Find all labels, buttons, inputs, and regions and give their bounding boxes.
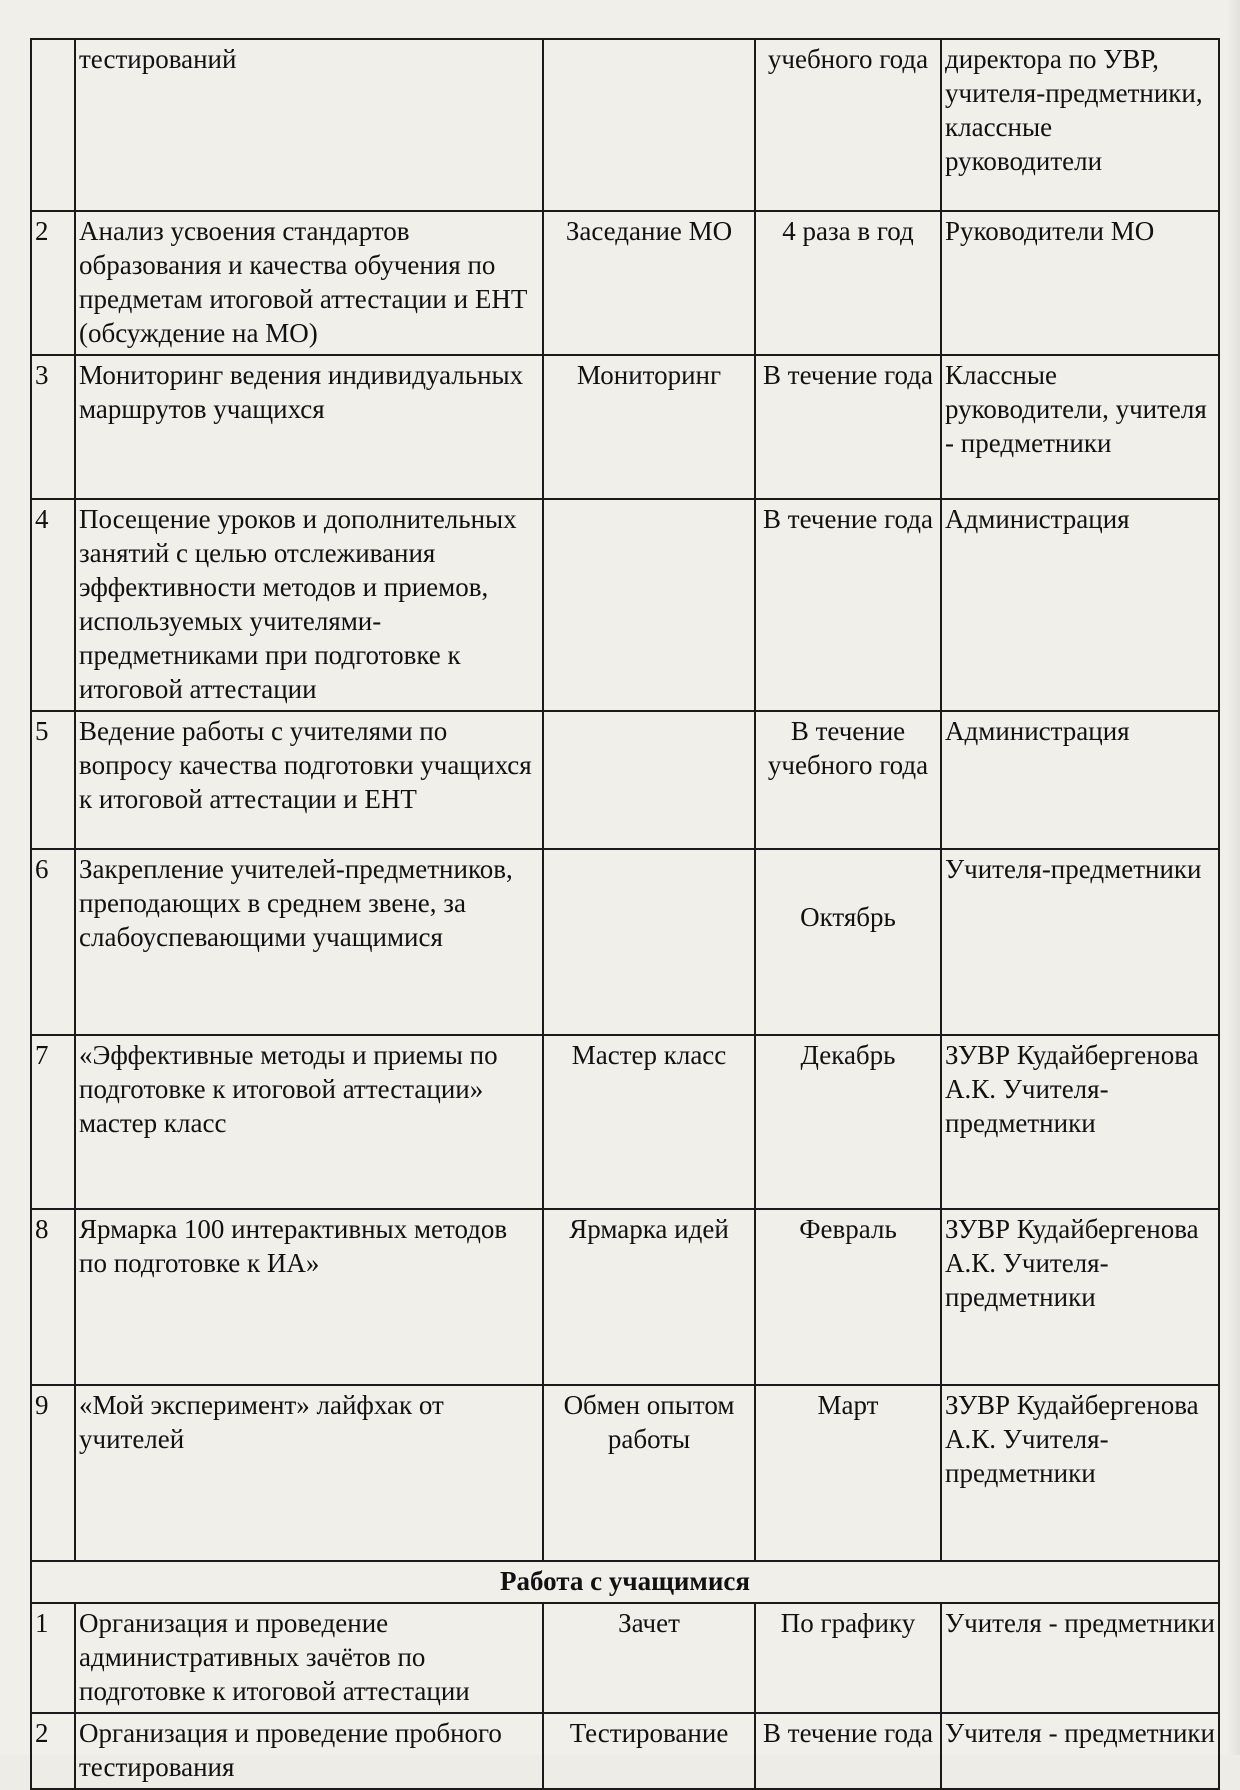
- term-cell: Октябрь: [755, 849, 941, 1035]
- row-number: 4: [31, 499, 75, 711]
- term-cell: учебного года: [755, 39, 941, 211]
- form-cell: Ярмарка идей: [543, 1209, 755, 1385]
- row-number: 9: [31, 1385, 75, 1561]
- form-cell: Зачет: [543, 1603, 755, 1713]
- event-cell: Закрепление учителей-предметников, преподающих в среднем звене, за слабоуспевающими учащимися: [75, 849, 543, 1035]
- term-cell: В течение года: [755, 355, 941, 499]
- form-cell: Тестирование: [543, 1713, 755, 1789]
- responsible-cell: Учителя-предметники: [941, 849, 1219, 1035]
- section-title: Работа с учащимися: [31, 1561, 1219, 1603]
- table-row: [31, 39, 1219, 211]
- term-cell: Декабрь: [755, 1035, 941, 1209]
- scan-edge: [1226, 0, 1240, 1755]
- table-row: [31, 1603, 1219, 1713]
- table-row: [31, 499, 1219, 711]
- work-plan-table: [30, 38, 1220, 1790]
- row-number: 8: [31, 1209, 75, 1385]
- form-cell: Заседание МО: [543, 211, 755, 355]
- event-cell: Мониторинг ведения индивидуальных маршрутов учащихся: [75, 355, 543, 499]
- section-row: [31, 1561, 1219, 1603]
- term-cell: 4 раза в год: [755, 211, 941, 355]
- responsible-cell: ЗУВР Кудайбергенова А.К. Учителя-предметники: [941, 1385, 1219, 1561]
- responsible-cell: Классные руководители, учителя - предметники: [941, 355, 1219, 499]
- responsible-cell: Учителя - предметники: [941, 1603, 1219, 1713]
- row-number: [31, 39, 75, 211]
- term-cell: В течение года: [755, 499, 941, 711]
- row-number: 1: [31, 1603, 75, 1713]
- event-cell: «Эффективные методы и приемы по подготовке к итоговой аттестации» мастер класс: [75, 1035, 543, 1209]
- event-cell: Ведение работы с учителями по вопросу качества подготовки учащихся к итоговой аттестации и ЕНТ: [75, 711, 543, 849]
- responsible-cell: директора по УВР, учителя-предметники, классные руководители: [941, 39, 1219, 211]
- table-row: [31, 849, 1219, 1035]
- form-cell: [543, 849, 755, 1035]
- term-cell: В течение года: [755, 1713, 941, 1789]
- row-number: 3: [31, 355, 75, 499]
- form-cell: Мониторинг: [543, 355, 755, 499]
- row-number: 5: [31, 711, 75, 849]
- responsible-cell: Администрация: [941, 499, 1219, 711]
- event-cell: Анализ усвоения стандартов образования и качества обучения по предметам итоговой аттестации и ЕНТ (обсуждение на МО): [75, 211, 543, 355]
- form-cell: [543, 711, 755, 849]
- table-row: [31, 711, 1219, 849]
- form-cell: Мастер класс: [543, 1035, 755, 1209]
- table-row: [31, 211, 1219, 355]
- table-row: [31, 1385, 1219, 1561]
- event-cell: тестирований: [75, 39, 543, 211]
- row-number: 7: [31, 1035, 75, 1209]
- term-cell: По графику: [755, 1603, 941, 1713]
- event-cell: Организация и проведение пробного тестирования: [75, 1713, 543, 1789]
- responsible-cell: Учителя - предметники: [941, 1713, 1219, 1789]
- table-row: [31, 1209, 1219, 1385]
- table-row: [31, 355, 1219, 499]
- term-cell: Февраль: [755, 1209, 941, 1385]
- form-cell: Обмен опытом работы: [543, 1385, 755, 1561]
- responsible-cell: Руководители МО: [941, 211, 1219, 355]
- table-row: [31, 1713, 1219, 1789]
- responsible-cell: ЗУВР Кудайбергенова А.К. Учителя-предметники: [941, 1209, 1219, 1385]
- term-cell: В течение учебного года: [755, 711, 941, 849]
- event-cell: «Мой эксперимент» лайфхак от учителей: [75, 1385, 543, 1561]
- event-cell: Посещение уроков и дополнительных занятий с целью отслеживания эффективности методов и приемов, используемых учителями-предметниками при подготовке к итоговой аттестации: [75, 499, 543, 711]
- responsible-cell: ЗУВР Кудайбергенова А.К. Учителя-предметники: [941, 1035, 1219, 1209]
- term-cell: Март: [755, 1385, 941, 1561]
- row-number: 6: [31, 849, 75, 1035]
- form-cell: [543, 39, 755, 211]
- event-cell: Организация и проведение административных зачётов по подготовке к итоговой аттестации: [75, 1603, 543, 1713]
- table-row: [31, 1035, 1219, 1209]
- responsible-cell: Администрация: [941, 711, 1219, 849]
- form-cell: [543, 499, 755, 711]
- event-cell: Ярмарка 100 интерактивных методов по подготовке к ИА»: [75, 1209, 543, 1385]
- row-number: 2: [31, 211, 75, 355]
- row-number: 2: [31, 1713, 75, 1789]
